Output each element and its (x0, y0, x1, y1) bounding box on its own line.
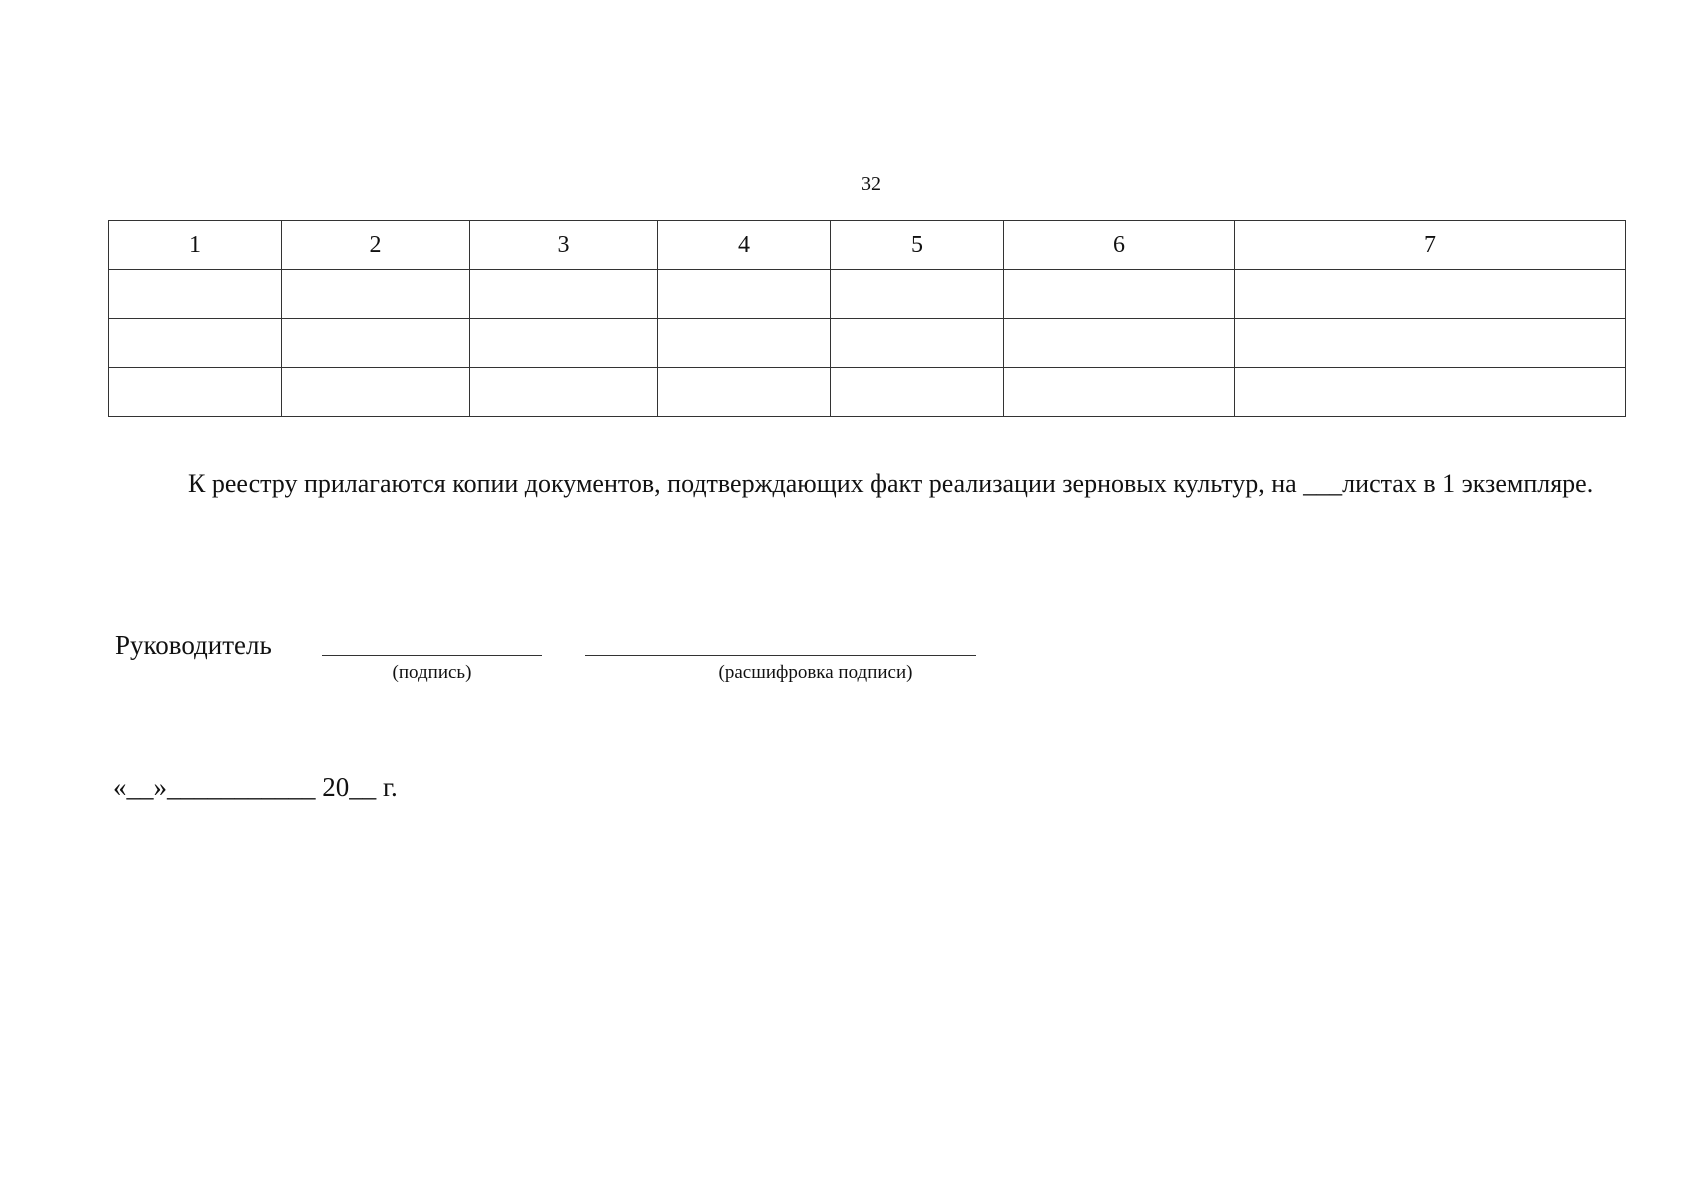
signature-decoding-caption: (расшифровка подписи) (718, 662, 913, 683)
column-number: 2 (282, 221, 470, 270)
table-cell (831, 368, 1004, 417)
table-cell (658, 270, 831, 319)
column-number: 1 (109, 221, 282, 270)
table-header-row (109, 221, 1626, 270)
table-row (109, 368, 1626, 417)
table-cell (1004, 270, 1235, 319)
table-cell (282, 368, 470, 417)
table-row (109, 270, 1626, 319)
table-cell (282, 319, 470, 368)
table-cell (470, 270, 658, 319)
page-number: 32 (861, 173, 881, 195)
column-number: 5 (831, 221, 1004, 270)
table-cell (1004, 368, 1235, 417)
signature-decoding-line (585, 655, 976, 656)
signature-caption: (подпись) (392, 662, 472, 683)
table-cell (1235, 270, 1626, 319)
table-cell (109, 368, 282, 417)
table-row (109, 319, 1626, 368)
attachment-paragraph: К реестру прилагаются копии документов, подтверждающих факт реализации зерновых культур, на ___листах в 1 экземпляре. (188, 469, 1594, 498)
signature-line (322, 655, 542, 656)
signature-label: Руководитель (115, 630, 272, 660)
column-number: 3 (470, 221, 658, 270)
table-cell (831, 270, 1004, 319)
column-number: 6 (1004, 221, 1235, 270)
table-cell (831, 319, 1004, 368)
table-cell (1235, 368, 1626, 417)
column-number: 4 (658, 221, 831, 270)
table-cell (109, 319, 282, 368)
table-cell (1004, 319, 1235, 368)
table-cell (109, 270, 282, 319)
table-cell (282, 270, 470, 319)
table-cell (470, 319, 658, 368)
registry-table (108, 220, 1626, 417)
signature-block (0, 624, 1697, 704)
table-cell (1235, 319, 1626, 368)
date-line: «__»___________ 20__ г. (113, 772, 398, 802)
table-cell (658, 368, 831, 417)
table-cell (470, 368, 658, 417)
column-number: 7 (1235, 221, 1626, 270)
table-cell (658, 319, 831, 368)
